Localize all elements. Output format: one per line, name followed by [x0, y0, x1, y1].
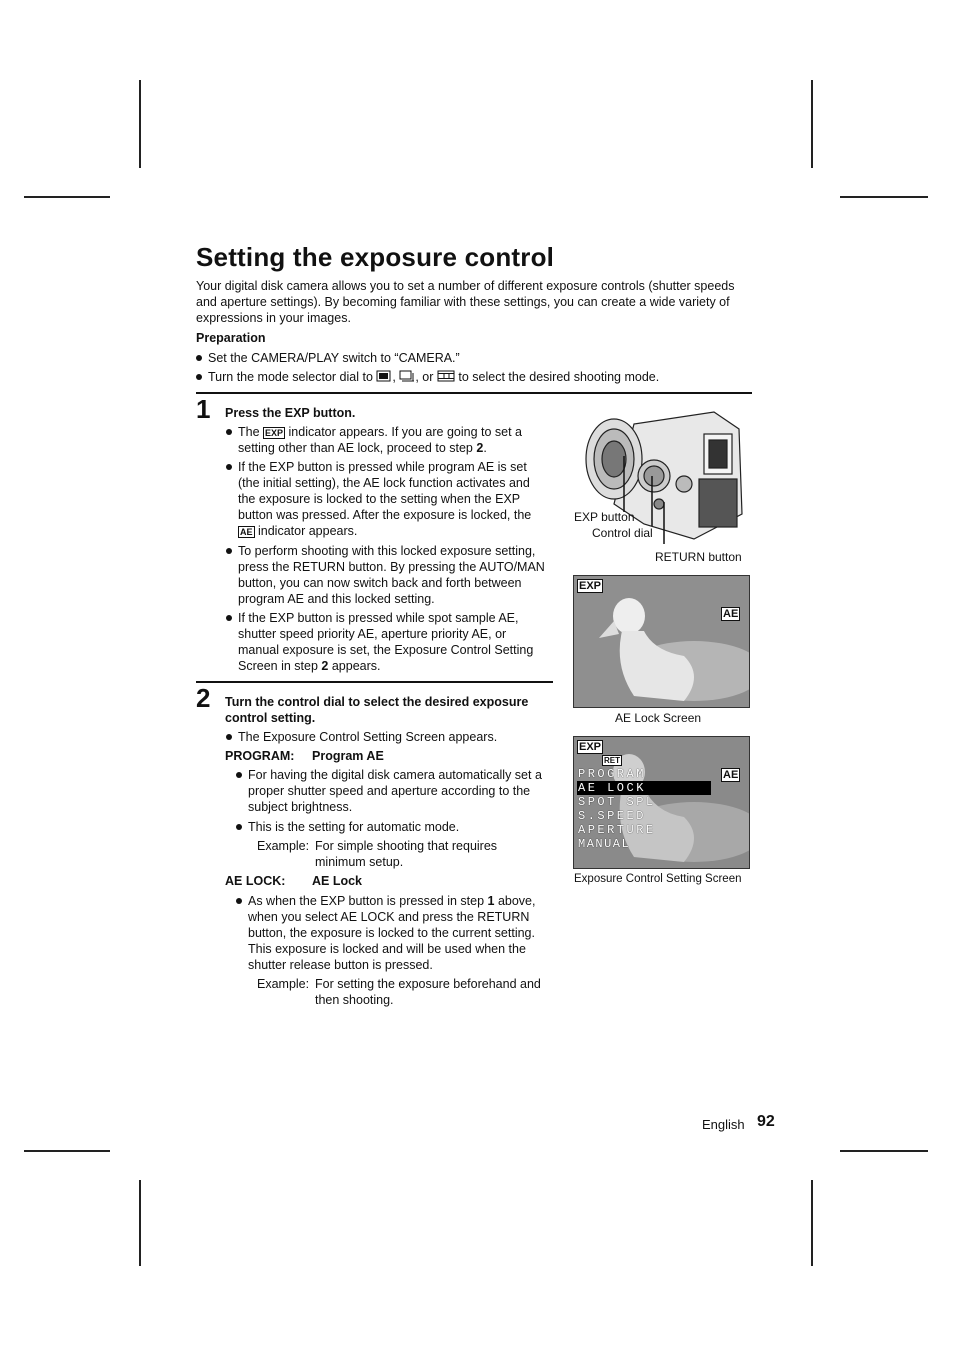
- menu-item-manual[interactable]: MANUAL: [578, 837, 631, 851]
- ae-lock-indicator-icon: AE: [723, 769, 739, 781]
- bullet-dot: [196, 374, 202, 380]
- program-name: Program AE: [312, 749, 384, 763]
- crop-mark: [811, 1180, 813, 1266]
- section-divider: [196, 392, 752, 394]
- intro-paragraph: Your digital disk camera allows you to set a number of different exposure controls (shutter speeds and aperture settings). By becoming familiar with these settings, you can create a wide variety of expressions in your images.: [196, 279, 735, 325]
- page-number: 92: [757, 1113, 775, 1130]
- menu-item-program[interactable]: PROGRAM: [578, 767, 646, 781]
- exposure-screen-caption: Exposure Control Setting Screen: [574, 873, 742, 885]
- ae-lock-screen: [573, 575, 750, 708]
- exp-indicator-icon: EXP: [579, 741, 602, 753]
- exp-indicator-icon: EXP: [265, 427, 284, 438]
- control-dial-label: Control dial: [592, 526, 653, 540]
- aelock-label: AE LOCK:: [225, 874, 286, 888]
- ae-lock-screen-caption: AE Lock Screen: [615, 711, 702, 725]
- example-text: For simple shooting that requires minimum setup.: [315, 839, 498, 869]
- exp-button-label: EXP button: [574, 510, 635, 524]
- return-button-label: RETURN button: [655, 550, 742, 564]
- crop-mark: [811, 80, 813, 168]
- step-heading: Turn the control dial to select the desired exposure control setting.: [225, 695, 529, 725]
- ae-lock-indicator-icon: AE: [723, 608, 739, 620]
- exposure-control-screen: [573, 736, 750, 869]
- footer-language: English: [702, 1117, 745, 1132]
- step-number: 2: [196, 683, 211, 713]
- page-title: Setting the exposure control: [196, 242, 555, 272]
- step-heading: Press the EXP button.: [225, 406, 356, 420]
- crop-mark: [24, 196, 110, 198]
- return-icon: RET: [604, 756, 620, 765]
- sequential-mode-icon: [399, 370, 415, 382]
- crop-mark: [840, 196, 928, 198]
- duck-photo: [574, 576, 749, 707]
- menu-item-s-speed[interactable]: S.SPEED: [578, 809, 646, 823]
- crop-mark: [24, 1150, 110, 1152]
- bullet-dot: [196, 355, 202, 361]
- ae-lock-indicator-icon: AE: [240, 526, 253, 537]
- example-label: Example:: [257, 977, 310, 991]
- crop-mark: [139, 1180, 141, 1266]
- menu-item-ae-lock[interactable]: AE LOCK: [578, 781, 646, 795]
- program-label: PROGRAM:: [225, 749, 295, 763]
- aelock-name: AE Lock: [312, 874, 363, 888]
- still-mode-icon: [376, 370, 392, 382]
- step-number: 1: [196, 394, 211, 424]
- exp-indicator-icon: EXP: [579, 580, 602, 592]
- video-mode-icon: [437, 370, 455, 382]
- step-divider: [196, 681, 553, 683]
- crop-mark: [840, 1150, 928, 1152]
- crop-mark: [139, 80, 141, 168]
- menu-item-spot-spl[interactable]: SPOT SPL: [578, 795, 656, 809]
- example-label: Example:: [257, 839, 310, 853]
- menu-item-aperture[interactable]: APERTURE: [578, 823, 656, 837]
- preparation-heading: Preparation: [196, 331, 266, 345]
- example-text: For setting the exposure beforehand and then shooting.: [315, 977, 541, 1007]
